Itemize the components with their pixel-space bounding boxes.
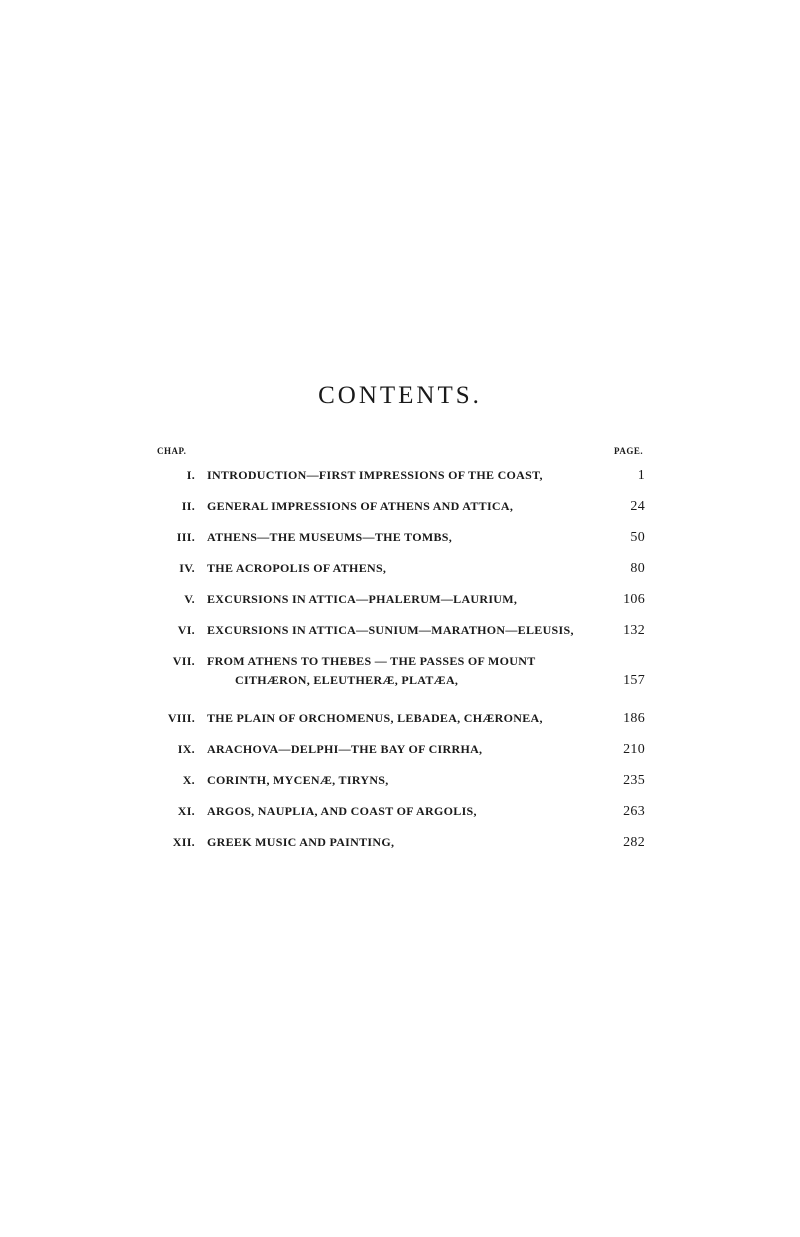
chapter-title: CORINTH, MYCENÆ, TIRYNS, [207,773,393,787]
chapter-number: XI. [177,804,195,818]
chapter-title-continuation-wrap [235,673,603,688]
page-number: 282 [623,835,645,850]
chapter-title: FROM ATHENS TO THEBES — THE PASSES OF MOUNT [207,654,540,668]
chapter-number: VI. [177,623,195,637]
chapter-title-wrap [207,835,603,850]
page-number: 210 [623,742,645,757]
page-number: 263 [623,804,645,819]
chapter-title: ARACHOVA—DELPHI—THE BAY OF CIRRHA, [207,742,486,756]
chapter-title-wrap [207,468,603,483]
toc-entry [155,460,645,491]
chapter-number: VII. [172,654,195,668]
chapter-title: ARGOS, NAUPLIA, AND COAST OF ARGOLIS, [207,804,481,818]
toc-entry [155,734,645,765]
chapter-title-wrap [207,654,645,669]
chapter-title-wrap [207,623,603,638]
chapter-title: EXCURSIONS IN ATTICA—PHALERUM—LAURIUM, [207,592,521,606]
chapter-title: GREEK MUSIC AND PAINTING, [207,835,398,849]
chapter-title-wrap [207,773,603,788]
chapter-number: IV. [179,561,195,575]
chapter-number: VIII. [167,711,195,725]
chapter-number: III. [176,530,195,544]
toc-entry [155,765,645,796]
page-title: CONTENTS. [318,382,482,409]
toc-entry [155,615,645,646]
toc-entry [155,522,645,553]
chapter-title: INTRODUCTION—FIRST IMPRESSIONS OF THE COAST, [207,468,547,482]
chapter-number: I. [186,468,195,482]
page-number: 80 [630,561,645,576]
chapter-title-wrap [207,592,603,607]
page-number: 1 [637,468,645,483]
chapter-number: V. [184,592,195,606]
chapter-title-continuation: CITHÆRON, ELEUTHERÆ, PLATÆA, [235,673,462,687]
chapter-column-header: CHAP. [157,446,187,456]
chapter-title: THE ACROPOLIS OF ATHENS, [207,561,390,575]
toc-entry [155,584,645,615]
toc-entry [155,827,645,858]
chapter-title: GENERAL IMPRESSIONS OF ATHENS AND ATTICA, [207,499,517,513]
chapter-number: II. [181,499,195,513]
chapter-number: X. [182,773,195,787]
chapter-title: EXCURSIONS IN ATTICA—SUNIUM—MARATHON—ELEUSIS, [207,623,578,637]
page-column-header: PAGE. [614,446,644,456]
table-of-contents [155,460,645,858]
page-number: 50 [630,530,645,545]
page-number: 235 [623,773,645,788]
page-number: 157 [623,673,645,688]
page-number: 186 [623,711,645,726]
chapter-title: THE PLAIN OF ORCHOMENUS, LEBADEA, CHÆRONEA, [207,711,547,725]
chapter-title-wrap [207,530,603,545]
chapter-title-wrap [207,742,603,757]
chapter-title: ATHENS—THE MUSEUMS—THE TOMBS, [207,530,456,544]
toc-entry [155,796,645,827]
page-number: 106 [623,592,645,607]
chapter-title-wrap [207,804,603,819]
toc-entry [155,646,645,703]
page-number: 24 [630,499,645,514]
page-number: 132 [623,623,645,638]
chapter-title-wrap [207,711,603,726]
toc-entry [155,491,645,522]
chapter-number: XII. [172,835,195,849]
chapter-title-wrap [207,561,603,576]
toc-entry [155,553,645,584]
toc-entry [155,703,645,734]
chapter-title-wrap [207,499,603,514]
chapter-number: IX. [177,742,195,756]
